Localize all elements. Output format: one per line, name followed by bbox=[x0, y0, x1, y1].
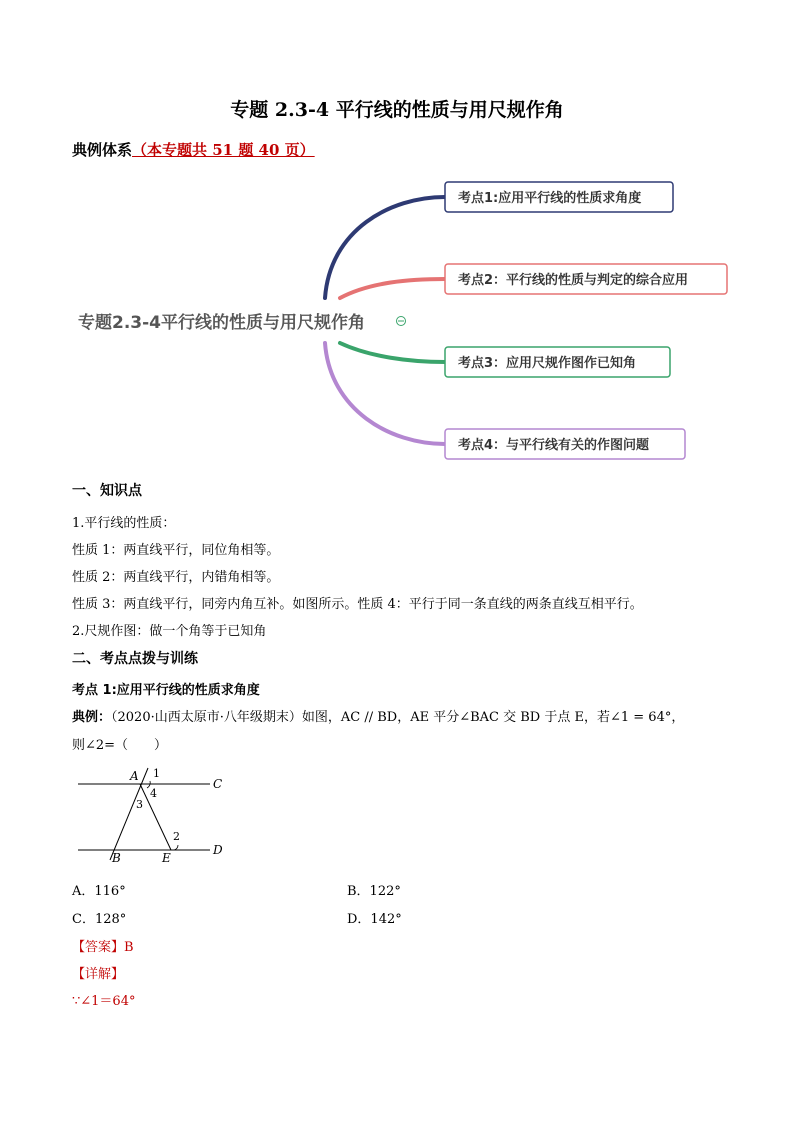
mindmap-node-4[interactable] bbox=[445, 429, 685, 459]
knowledge-line-5: 2.尺规作图：做一个角等于已知角 bbox=[72, 624, 267, 639]
topic-1-heading: 考点 1:应用平行线的性质求角度 bbox=[72, 683, 260, 698]
page-title: 专题 2.3-4 平行线的性质与用尺规作角 bbox=[230, 99, 564, 121]
label-C: C bbox=[213, 777, 223, 791]
answer-value: B bbox=[124, 940, 134, 955]
svg-text:考点4：与平行线有关的作图问题: 考点4：与平行线有关的作图问题 bbox=[458, 438, 650, 453]
branch-3 bbox=[340, 343, 445, 362]
mind-map bbox=[60, 170, 760, 470]
knowledge-line-3: 性质 2：两直线平行，内错角相等。 bbox=[72, 570, 280, 585]
option-a[interactable]: A．116° bbox=[72, 884, 126, 899]
svg-text:考点2：平行线的性质与判定的综合应用: 考点2：平行线的性质与判定的综合应用 bbox=[458, 273, 689, 288]
label-2: 2 bbox=[173, 830, 180, 843]
detail-line: ∵∠1＝64° bbox=[72, 994, 136, 1009]
branch-2 bbox=[340, 279, 445, 298]
example-text: （2020·山西太原市·八年级期末）如图，AC // BD，AE 平分∠BAC 交 BD 于点 E，若∠1 = 64°， bbox=[111, 710, 685, 725]
option-d[interactable]: D．142° bbox=[347, 912, 402, 927]
label-4: 4 bbox=[150, 787, 157, 800]
system-count: （本专题共 51 题 40 页） bbox=[132, 141, 315, 159]
svg-text:考点3：应用尺规作图作已知角: 考点3：应用尺规作图作已知角 bbox=[458, 356, 637, 371]
example-question-2: 则∠2=（ ） bbox=[72, 738, 168, 753]
example-label: 典例： bbox=[72, 710, 112, 725]
example-question bbox=[72, 706, 684, 725]
section-training-heading: 二、考点点拨与训练 bbox=[72, 651, 198, 667]
label-A: A bbox=[130, 769, 139, 783]
mindmap-node-1[interactable] bbox=[445, 182, 673, 212]
option-b[interactable]: B．122° bbox=[347, 884, 401, 899]
detail-tag: 【详解】 bbox=[72, 967, 125, 982]
label-1: 1 bbox=[153, 767, 160, 780]
mindmap-node-2[interactable] bbox=[445, 264, 727, 294]
system-heading bbox=[72, 139, 315, 160]
knowledge-line-4: 性质 3：两直线平行，同旁内角互补。如图所示。性质 4：平行于同一条直线的两条直线互相平行。 bbox=[72, 597, 643, 612]
label-3: 3 bbox=[136, 798, 143, 811]
mindmap-node-3[interactable] bbox=[445, 347, 670, 377]
geometry-figure bbox=[70, 762, 240, 872]
label-D: D bbox=[213, 843, 223, 857]
answer-tag: 【答案】 bbox=[72, 940, 125, 955]
system-prefix: 典例体系 bbox=[72, 141, 133, 159]
knowledge-line-1: 1.平行线的性质： bbox=[72, 516, 176, 531]
svg-text:考点1:应用平行线的性质求角度: 考点1:应用平行线的性质求角度 bbox=[458, 191, 642, 206]
knowledge-line-2: 性质 1：两直线平行，同位角相等。 bbox=[72, 543, 280, 558]
label-B: B bbox=[112, 851, 121, 865]
option-c[interactable]: C．128° bbox=[72, 912, 127, 927]
section-knowledge-heading: 一、知识点 bbox=[72, 483, 142, 499]
answer-line bbox=[72, 936, 134, 955]
label-E: E bbox=[162, 851, 171, 865]
mindmap-root: 专题2.3-4平行线的性质与用尺规作角 bbox=[78, 313, 365, 333]
